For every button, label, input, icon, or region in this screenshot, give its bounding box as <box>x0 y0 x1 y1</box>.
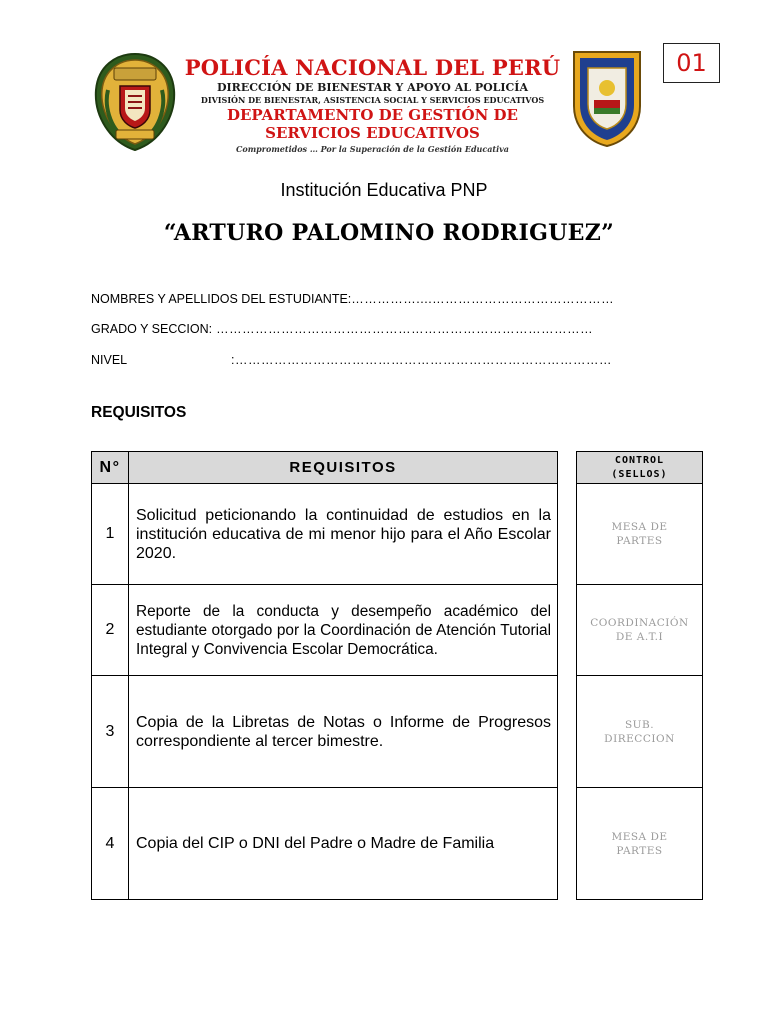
stamp-cell-row <box>577 484 703 585</box>
row-number: 1 <box>92 484 129 585</box>
stamp-label-line2: PARTES <box>616 844 663 857</box>
stamp-label-line1: SUB. <box>624 718 655 731</box>
header-direction: DIRECCIÓN DE BIENESTAR Y APOYO AL POLICÍA <box>217 81 528 94</box>
student-name-label: NOMBRES Y APELLIDOS DEL ESTUDIANTE: <box>91 292 352 306</box>
school-name: “ARTURO PALOMINO RODRIGUEZ” <box>163 220 615 246</box>
header-title: POLICÍA NACIONAL DEL PERÚ <box>184 55 561 80</box>
stamp-cell[interactable] <box>577 788 703 900</box>
stamp-label-line2: DE A.T.I <box>615 631 664 643</box>
grade-section-field[interactable] <box>91 322 593 336</box>
header-slogan: Comprometidos … Por la Superación de la Gestión Educativa <box>236 144 509 154</box>
requirements-table <box>91 451 558 900</box>
control-header-line2: (SELLOS) <box>611 468 668 480</box>
stamp-cell-row <box>577 676 703 788</box>
grade-section-dots: …………………………………………………………………………… <box>212 322 594 336</box>
table-header-row <box>92 452 558 484</box>
stamp-label-line2: PARTES <box>616 535 663 547</box>
requirements-heading: REQUISITOS <box>91 404 187 421</box>
control-header <box>577 452 703 484</box>
row-number: 4 <box>92 788 129 900</box>
header-division: DIVISIÓN DE BIENESTAR, ASISTENCIA SOCIAL Y SERVICIOS EDUCATIVOS <box>200 95 545 105</box>
stamp-cell[interactable] <box>577 585 703 676</box>
level-field[interactable] <box>91 353 612 367</box>
level-dots: :…………………………………………………………………………… <box>231 353 612 367</box>
requirement-text: Solicitud peticionando la continuidad de estudios en la institución educativa de mi menor hijo para el Año Escolar 2020. <box>129 484 558 585</box>
control-header-line1: CONTROL <box>614 454 665 466</box>
table-row <box>92 585 558 676</box>
page-number-badge: 01 <box>663 43 720 83</box>
stamp-label-line1: MESA DE <box>611 521 668 533</box>
student-name-field[interactable] <box>91 292 614 306</box>
grade-section-label: GRADO Y SECCION: <box>91 322 213 336</box>
header-department-line2: SERVICIOS EDUCATIVOS <box>265 124 480 142</box>
stamp-label-line1: MESA DE <box>611 830 668 843</box>
col-requirements-header: REQUISITOS <box>129 452 558 484</box>
row-number: 3 <box>92 676 129 788</box>
level-label: NIVEL <box>91 353 128 367</box>
header-department-line1: DEPARTAMENTO DE GESTIÓN DE <box>226 106 518 124</box>
stamp-cell[interactable] <box>577 676 703 788</box>
row-number: 2 <box>92 585 129 676</box>
stamp-cell-row <box>577 585 703 676</box>
pnp-crest-icon <box>92 50 178 154</box>
requirement-text: Copia del CIP o DNI del Padre o Madre de Familia <box>129 788 558 900</box>
institution-label: Institución Educativa PNP <box>280 180 488 200</box>
requirement-text: Copia de la Libretas de Notas o Informe de Progresos correspondiente al tercer bimestre. <box>129 676 558 788</box>
stamp-cell-row <box>577 788 703 900</box>
table-row <box>92 788 558 900</box>
student-name-dots: ……………....…………………………………… <box>351 292 615 306</box>
control-header-row <box>577 452 703 484</box>
stamp-label-line1: COORDINACIÓN <box>590 617 689 629</box>
table-row <box>92 676 558 788</box>
stamp-cell[interactable] <box>577 484 703 585</box>
requirement-text: Reporte de la conducta y desempeño académico del estudiante otorgado por la Coordinación de Atención Tutorial Integral y Convivencia Escolar Democrática. <box>129 585 558 676</box>
stamp-label-line2: DIRECCION <box>604 732 675 745</box>
col-number-header: N° <box>92 452 129 484</box>
school-emblem-icon <box>566 46 648 150</box>
table-row <box>92 484 558 585</box>
control-stamps-table <box>576 451 703 900</box>
